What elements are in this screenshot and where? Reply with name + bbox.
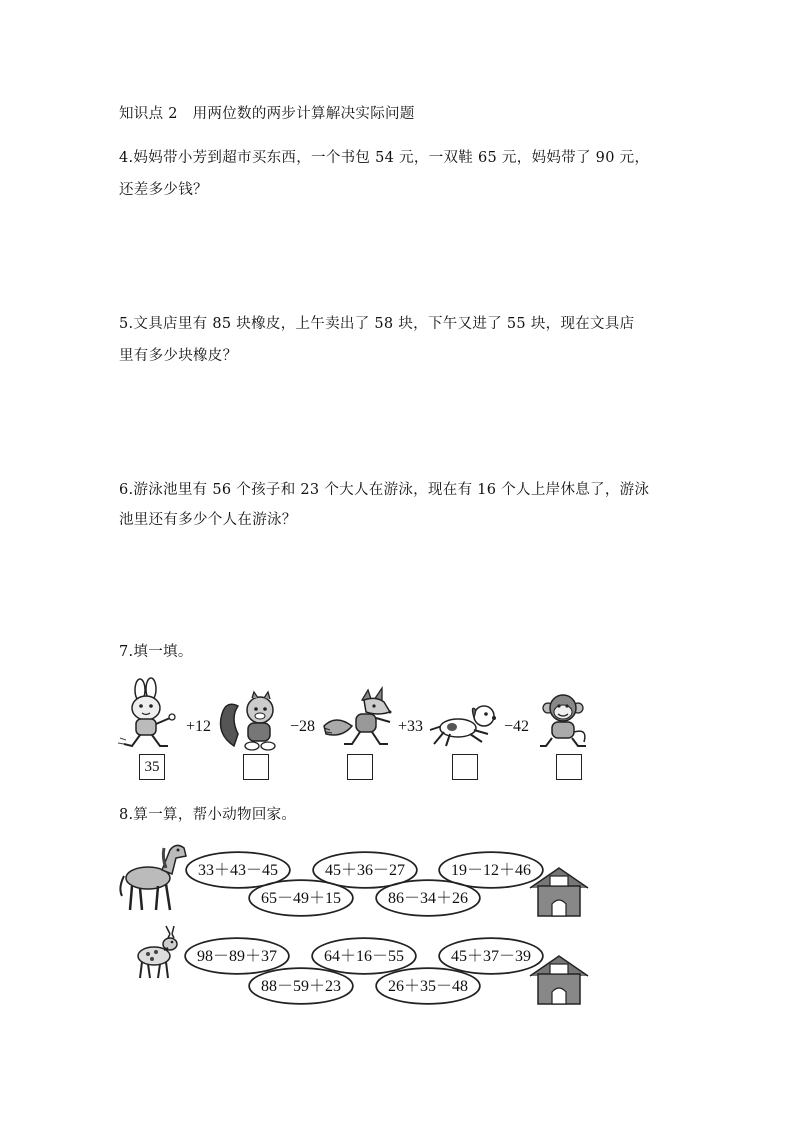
expression-r1-t3[interactable]: 19－12＋46 xyxy=(439,852,543,888)
house-icon-2 xyxy=(528,954,590,1006)
expression-r1-b2[interactable]: 86－34＋26 xyxy=(376,880,480,916)
expression-r2-b1[interactable]: 88－59＋23 xyxy=(249,968,353,1004)
deer-icon xyxy=(130,924,186,980)
expression-r1-t1[interactable]: 33＋43－45 xyxy=(186,852,290,888)
problem-7-title: 7.填一填。 xyxy=(119,644,193,660)
operation-4: −42 xyxy=(504,718,530,735)
problem-6-line-2: 池里还有多少个人在游泳？ xyxy=(119,512,297,528)
operation-1: +12 xyxy=(186,718,212,735)
operation-2: −28 xyxy=(290,718,316,735)
problem-4-line-1: 4.妈妈带小芳到超市买东西，一个书包 54 元，一双鞋 65 元，妈妈带了 90 元， xyxy=(119,150,650,166)
section-title: 知识点 2 用两位数的两步计算解决实际问题 xyxy=(119,106,415,122)
expression-r2-b2[interactable]: 26＋35－48 xyxy=(376,968,480,1004)
problem-5-line-1: 5.文具店里有 85 块橡皮，上午卖出了 58 块，下午又进了 55 块，现在文具店 xyxy=(119,316,635,332)
problem-5-line-2: 里有多少块橡皮？ xyxy=(119,348,238,364)
answer-box-1: 35 xyxy=(139,754,165,780)
expression-r2-t3[interactable]: 45＋37－39 xyxy=(439,938,543,974)
expression-r1-b1[interactable]: 65－49＋15 xyxy=(249,880,353,916)
problem-4-line-2: 还差多少钱？ xyxy=(119,182,208,198)
expression-r1-t2[interactable]: 45＋36－27 xyxy=(313,852,417,888)
house-icon xyxy=(528,866,590,918)
problem-8-title: 8.算一算，帮小动物回家。 xyxy=(119,807,297,823)
problem-6-line-1: 6.游泳池里有 56 个孩子和 23 个大人在游泳，现在有 16 个人上岸休息了，游泳 xyxy=(119,482,650,498)
expression-r2-t2[interactable]: 64＋16－55 xyxy=(312,938,416,974)
expression-r2-t1[interactable]: 98－89＋37 xyxy=(185,938,289,974)
operation-3: +33 xyxy=(398,718,424,735)
